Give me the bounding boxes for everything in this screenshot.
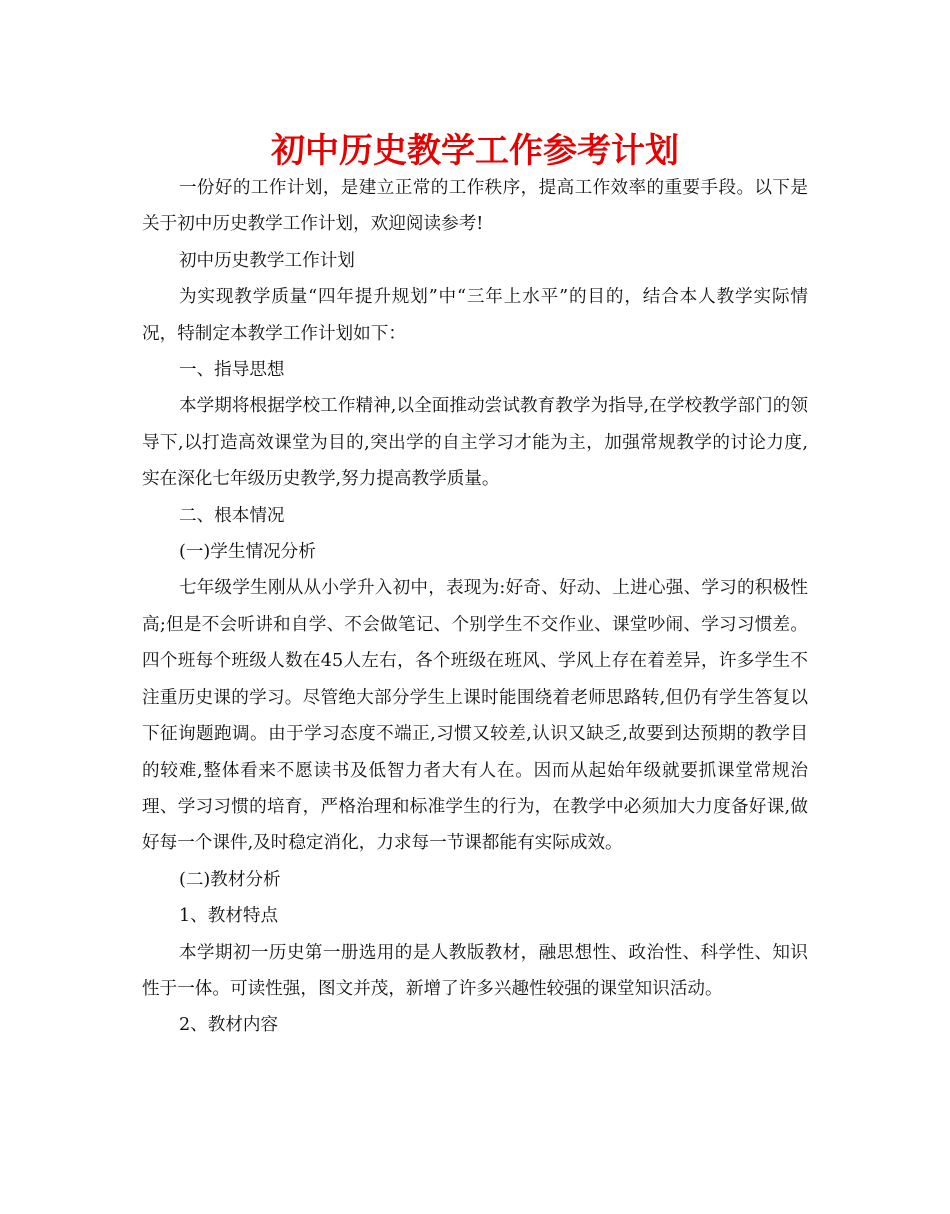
paragraph-intro: 一份好的工作计划，是建立正常的工作秩序，提高工作效率的重要手段。以下是关于初中历史教学工作计划，欢迎阅读参考! [142, 178, 808, 235]
paragraph-guiding-thought: 本学期将根据学校工作精神,以全面推动尝试教育教学为指导,在学校教学部门的领导下,以打造高效课堂为目的,突出学的自主学习才能为主，加强常规教学的讨论力度,实在深化七年级历史教学,努力提高教学质量。 [142, 396, 808, 490]
heading-textbook-features: 1、教材特点 [178, 906, 279, 927]
paragraph-purpose: 为实现教学质量“四年提升规划”中“三年上水平”的目的，结合本人教学实际情况，特制定本教学工作计划如下： [142, 287, 808, 344]
heading-guiding-thought: 一、指导思想 [178, 360, 285, 381]
paragraph-subtitle: 初中历史教学工作计划 [178, 250, 355, 271]
heading-basic-situation: 二、根本情况 [178, 505, 285, 526]
heading-textbook-content: 2、教材内容 [178, 1015, 279, 1036]
heading-textbook-analysis: (二)教材分析 [178, 869, 281, 890]
document-title: 初中历史教学工作参考计划 [271, 131, 679, 171]
paragraph-student-analysis: 七年级学生刚从从小学升入初中，表现为:好奇、好动、上进心强、学习的积极性高;但是不会听讲和自学、不会做笔记、个别学生不交作业、课堂吵闹、学习习惯差。四个班每个班级人数在45人左右，各个班级在班风、学风上存在着差异，许多学生不注重历史课的学习。尽管绝大部分学生上课时能围绕着老师思路转,但仍有学生答复以下征询题跑调。由于学习态度不端正,习惯又较差,认识又缺乏,故要到达预期的教学目的较难,整体看来不愿读书及低智力者大有人在。因而从起始年级就要抓课堂常规治理、学习习惯的培育，严格治理和标准学生的行为，在教学中必须加大力度备好课,做好每一个课件,及时稳定消化，力求每一节课都能有实际成效。 [142, 578, 808, 854]
heading-student-analysis: (一)学生情况分析 [178, 542, 316, 563]
document-body [142, 170, 808, 1044]
paragraph-textbook-features: 本学期初一历史第一册选用的是人教版教材，融思想性、政治性、科学性、知识性于一体。可读性强，图文并茂，新增了许多兴趣性较强的课堂知识活动。 [142, 942, 808, 999]
